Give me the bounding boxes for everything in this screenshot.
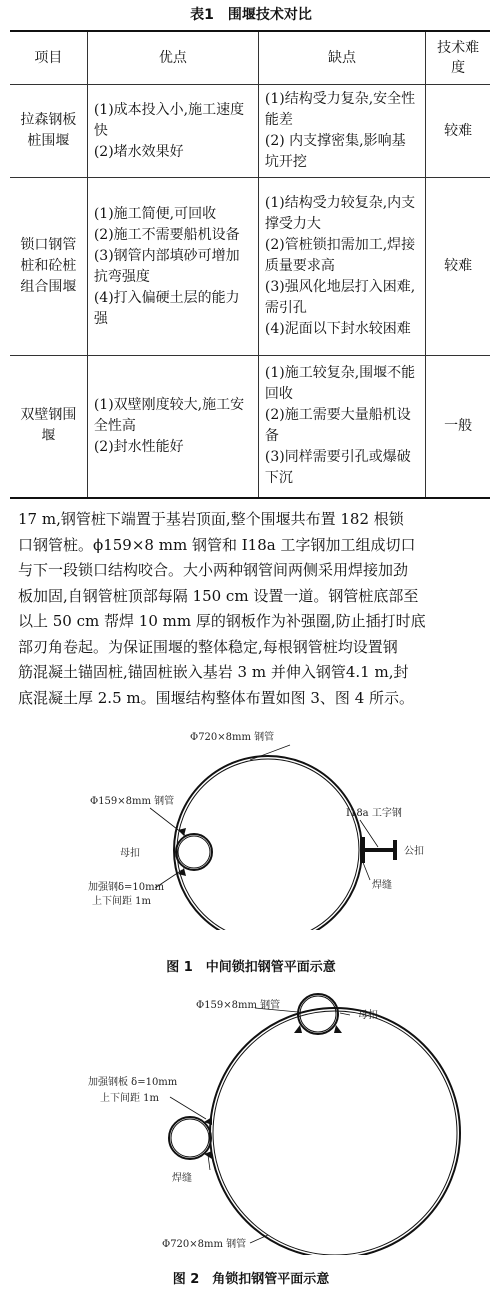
leader-plate (170, 1097, 206, 1119)
leader-large-pipe (250, 1235, 268, 1243)
table-title: 表1 围堰技术对比 (190, 7, 312, 23)
fig1-weld-label: 焊缝 (372, 880, 392, 891)
cell-pros (87, 356, 258, 498)
cell-item: 拉森钢板桩围堰 (10, 85, 87, 178)
paragraph-line: 筋混凝土锚固桩,锚固桩嵌入基岩 3 m 并伸入钢管4.1 m,封 (18, 663, 409, 681)
i-beam-flange (360, 837, 365, 863)
fig1-ibeam-label: I18a 工字钢 (346, 808, 402, 819)
table-header-row (10, 31, 490, 85)
pros-line: (2)堵水效果好 (93, 143, 184, 160)
pros-line: (2)施工不需要船机设备 (93, 226, 240, 243)
body-paragraph (18, 507, 490, 711)
header-difficulty: 技术难度 (426, 31, 490, 85)
cons-line: (1)施工较复杂,围堰不能回收 (264, 365, 416, 403)
table-row (10, 178, 490, 356)
figure2-caption: 图 2 角锁扣钢管平面示意 (172, 1272, 330, 1287)
paragraph-line: 口钢管桩。ϕ159×8 mm 钢管和 I18a 工字钢加工组成切口 (18, 535, 416, 554)
leader-weld (362, 860, 370, 880)
comparison-table (10, 30, 490, 499)
large-pipe-inner-circle (213, 1011, 457, 1255)
small-pipe-left-inner-circle (171, 1119, 209, 1157)
paragraph-line: 部刃角卷起。为保证围堰的整体稳定,每根钢管桩均设置钢 (18, 637, 398, 656)
fig1-large-pipe-label: Φ720×8mm 钢管 (190, 732, 275, 743)
small-pipe-circle (176, 834, 212, 870)
header-pros: 优点 (87, 31, 258, 85)
cons-line: (3)强风化地层打入困难,需引孔 (264, 279, 416, 316)
fig1-small-pipe-label: Φ159×8mm 钢管 (90, 796, 175, 807)
cell-pros (87, 178, 258, 356)
i-beam-end-flange (393, 840, 397, 860)
fig1-female-label: 母扣 (120, 848, 140, 859)
cell-cons (258, 356, 425, 498)
pros-line: (4)打入偏硬土层的能力强 (93, 289, 240, 327)
leader-female (340, 1013, 350, 1015)
paragraph-line: 与下一段锁口结构咬合。大小两种钢管间两侧采用焊接加劲 (18, 561, 409, 579)
cons-line: (2)施工需要大量船机设备 (264, 407, 411, 445)
header-item: 项目 (10, 31, 87, 85)
figure1-caption: 图 1 中间锁扣钢管平面示意 (166, 960, 336, 975)
figure1-diagram (0, 730, 502, 930)
fig2-large-pipe-label: Φ720×8mm 钢管 (162, 1239, 247, 1250)
pros-line: (1)双壁刚度较大,施工安全性高 (93, 396, 245, 434)
cell-cons (258, 85, 425, 178)
cell-difficulty: 较难 (426, 178, 490, 356)
cell-item: 锁口钢管桩和砼桩组合围堰 (10, 178, 87, 356)
paragraph-line: 17 m,钢管桩下端置于基岩顶面,整个围堰共布置 182 根锁 (18, 510, 404, 528)
fig1-male-label: 公扣 (404, 846, 424, 857)
cons-line: (1)结构受力复杂,安全性能差 (264, 91, 416, 128)
cell-cons (258, 178, 425, 356)
stiffener-plate-top-right (334, 1025, 342, 1033)
cell-difficulty: 较难 (426, 85, 490, 178)
paragraph-line: 板加固,自钢管桩顶部每隔 150 cm 设置一道。钢管桩底部至 (18, 586, 419, 605)
large-pipe-circle (174, 756, 362, 930)
cons-line: (4)泥面以下封水较困难 (264, 321, 411, 337)
table-row (10, 85, 490, 178)
cons-line: (2)管桩锁扣需加工,焊接质量要求高 (264, 237, 416, 274)
fig1-spacing-label: 上下间距 1m (92, 896, 152, 907)
small-pipe-top-inner-circle (300, 996, 336, 1032)
cons-line: (1)结构受力较复杂,内支撑受力大 (264, 195, 416, 232)
cons-line: (2) 内支撑密集,影响基坑开挖 (264, 133, 406, 170)
fig2-weld-label: 焊缝 (172, 1173, 192, 1184)
paragraph-line: 底混凝土厚 2.5 m。围堰结构整体布置如图 3、图 4 所示。 (18, 688, 415, 707)
i-beam-web (365, 848, 395, 852)
fig2-spacing-label: 上下间距 1m (100, 1093, 160, 1104)
paragraph-line: 以上 50 cm 帮焊 10 mm 厚的钢板作为补强圈,防止插打时底 (18, 612, 426, 630)
pros-line: (1)成本投入小,施工速度快 (93, 101, 245, 139)
small-pipe-top-circle (298, 994, 338, 1034)
figure2-diagram (0, 985, 502, 1255)
large-pipe-inner-circle (177, 759, 359, 930)
fig1-plate-label: 加强钢δ=10mm (88, 882, 165, 893)
fig2-small-pipe-label: Φ159×8mm 钢管 (196, 1000, 281, 1011)
stiffener-plate-top-left (294, 1025, 302, 1033)
cell-difficulty: 一般 (426, 356, 490, 498)
header-cons: 缺点 (258, 31, 425, 85)
table-row (10, 356, 490, 498)
pros-line: (2)封水性能好 (93, 438, 184, 455)
cons-line: (3)同样需要引孔或爆破下沉 (264, 449, 411, 487)
small-pipe-left-circle (169, 1117, 211, 1159)
cell-item: 双壁钢围堰 (10, 356, 87, 498)
pros-line: (3)钢管内部填砂可增加抗弯强度 (93, 247, 240, 285)
leader-small-pipe (150, 808, 186, 836)
cell-pros (87, 85, 258, 178)
fig2-plate-label: 加强钢板 δ=10mm (88, 1077, 178, 1088)
small-pipe-inner-circle (178, 836, 210, 868)
fig2-female-label: 母扣 (358, 1010, 378, 1021)
pros-line: (1)施工简便,可回收 (93, 205, 217, 222)
